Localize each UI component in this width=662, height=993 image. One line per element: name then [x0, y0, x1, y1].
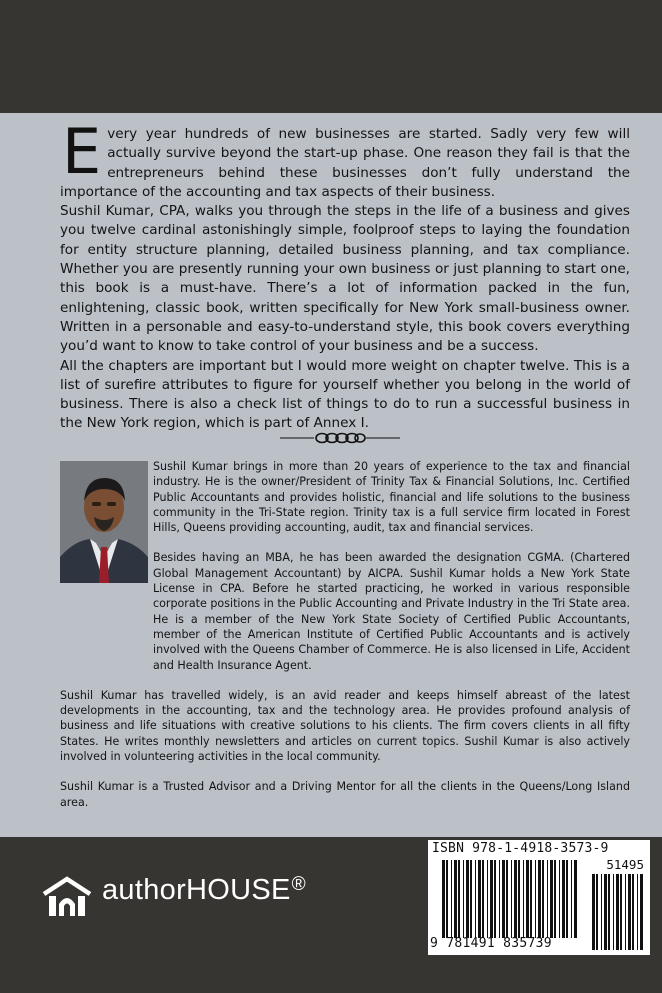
- book-blurb: [60, 115, 630, 434]
- barcode-bar: [470, 860, 472, 938]
- barcode-bar: [601, 874, 602, 950]
- barcode-bar: [526, 860, 529, 938]
- barcode-bar: [608, 874, 610, 950]
- barcode-bar: [478, 860, 481, 938]
- publisher-name-lower: author: [102, 874, 187, 906]
- barcode-bar: [514, 860, 517, 938]
- drop-cap: E: [62, 115, 102, 188]
- barcode-bar: [451, 860, 452, 938]
- barcode-bar: [550, 860, 553, 938]
- author-bio: [60, 459, 630, 825]
- barcode-bar: [454, 860, 457, 938]
- publisher-name: [102, 874, 306, 907]
- price-code: 51495: [606, 857, 644, 872]
- barcode-bar: [458, 860, 460, 938]
- bio-paragraph-2: Besides having an MBA, he has been awarded the designation CGMA. (Chartered Global Management Accountant) by AICPA. Sushil Kumar holds a New York State License in CPA. Before he started practicing, he worked in various responsible corporate positions in the Public Accounting and Private Industry in the Tri State area. He is a member of the New York State Society of Certified Public Accountants, member of the American Institute of Certified Public Accountants and is actively involved with the Queens Chamber of Commerce. He is also licensed in Life, Accident and Health Insurance Agent.: [153, 551, 630, 672]
- registered-mark: ®: [291, 874, 306, 895]
- barcode-bar: [466, 860, 469, 938]
- barcode-bar: [637, 874, 638, 950]
- bio-paragraph-3: Sushil Kumar has travelled widely, is an avid reader and keeps himself abreast of the latest developments in the accounting, tax and the technology area. He provides profound analysis of business and life situations with creative solutions to his clients. The firm covers clients in all fifty States. He writes monthly newsletters and articles on current topics. Sushil Kumar is also actively involved in volunteering activities in the local community.: [60, 688, 630, 764]
- barcode-bar: [482, 860, 484, 938]
- barcode-bar: [632, 874, 634, 950]
- barcode-bar: [616, 874, 619, 950]
- barcode-bar: [502, 860, 505, 938]
- barcode-bar: [596, 874, 598, 950]
- barcode-bar: [490, 860, 493, 938]
- barcode-bar: [511, 860, 512, 938]
- barcode-bar: [547, 860, 548, 938]
- barcode-bar: [554, 860, 556, 938]
- barcode-bar: [566, 860, 568, 938]
- top-band: [0, 0, 662, 113]
- barcode-bar: [574, 860, 577, 938]
- blurb-paragraph-3: All the chapters are important but I would more weight on chapter twelve. This is a list of surefire attributes to figure for yourself whether you belong in the world of business. There is also a check list of things to do to run a successful business in the New York region, which is part of Annex I.: [60, 357, 630, 432]
- blurb-paragraph-1-text: very year hundreds of new businesses are started. Sadly very few will actually survive beyond the start-up phase. One reason they fail is that the entrepreneurs behind these businesses don’t fully understand the importance of the accounting and tax aspects of their business.: [60, 126, 630, 200]
- publisher-name-upper: HOUSE: [186, 874, 291, 906]
- barcode-bar: [530, 860, 532, 938]
- barcode-bar: [628, 874, 631, 950]
- barcode-bar: [613, 874, 614, 950]
- barcode-bar: [559, 860, 560, 938]
- blurb-paragraph-1: [60, 115, 630, 202]
- barcode-bar: [620, 874, 622, 950]
- barcode-bar: [625, 874, 626, 950]
- barcode-bar: [604, 874, 607, 950]
- bio-paragraph-1: Sushil Kumar brings in more than 20 years of experience to the tax and financial industry. He is the owner/President of Trinity Tax & Financial Solutions, Inc. Certified Public Accountants and provides holistic, financial and life solutions to the business community in the Tri-State region. Trinity tax is a full service firm located in Forest Hills, Queens providing accounting, audit, tax and financial services.: [153, 460, 630, 535]
- barcode-bar: [640, 874, 643, 950]
- barcode-bar: [494, 860, 496, 938]
- barcode-bar: [592, 874, 595, 950]
- barcode-bar: [571, 860, 572, 938]
- back-cover-panel: [0, 113, 662, 837]
- isbn-barcode: [428, 840, 650, 955]
- bio-paragraph-4: Sushil Kumar is a Trusted Advisor and a Driving Mentor for all the clients in the Queens/Long Island area.: [60, 780, 630, 809]
- divider-ornament-icon: [280, 429, 400, 447]
- barcode-bar: [463, 860, 464, 938]
- ean-number: 9 781491 835739: [430, 936, 552, 951]
- isbn-label: ISBN 978-1-4918-3573-9: [432, 841, 609, 856]
- barcode-bar: [562, 860, 565, 938]
- barcode-bar: [506, 860, 508, 938]
- barcode-bar: [475, 860, 476, 938]
- barcode-bar: [442, 860, 445, 938]
- barcode-bar: [542, 860, 544, 938]
- barcode-bar: [499, 860, 500, 938]
- barcode-bar: [535, 860, 536, 938]
- publisher-logo: [40, 870, 320, 920]
- barcode-bar: [446, 860, 448, 938]
- blurb-paragraph-2: Sushil Kumar, CPA, walks you through the steps in the life of a business and gives you twelve cardinal astonishingly simple, foolproof steps to laying the foundation for entity structure planning, detailed business planning, and tax compliance. Whether you are presently running your own business or just planning to start one, this book is a must-have. There’s a lot of information packed in the fun, enlightening, classic book, written specifically for New York small-business owner. Written in a personable and easy-to-understand style, this book covers everything you’d want to know to take control of your business and be a success.: [60, 203, 630, 355]
- barcode-bar: [538, 860, 541, 938]
- barcode-bar: [487, 860, 488, 938]
- authorhouse-house-icon: [40, 876, 94, 918]
- barcode-bar: [523, 860, 524, 938]
- barcode-bar: [518, 860, 520, 938]
